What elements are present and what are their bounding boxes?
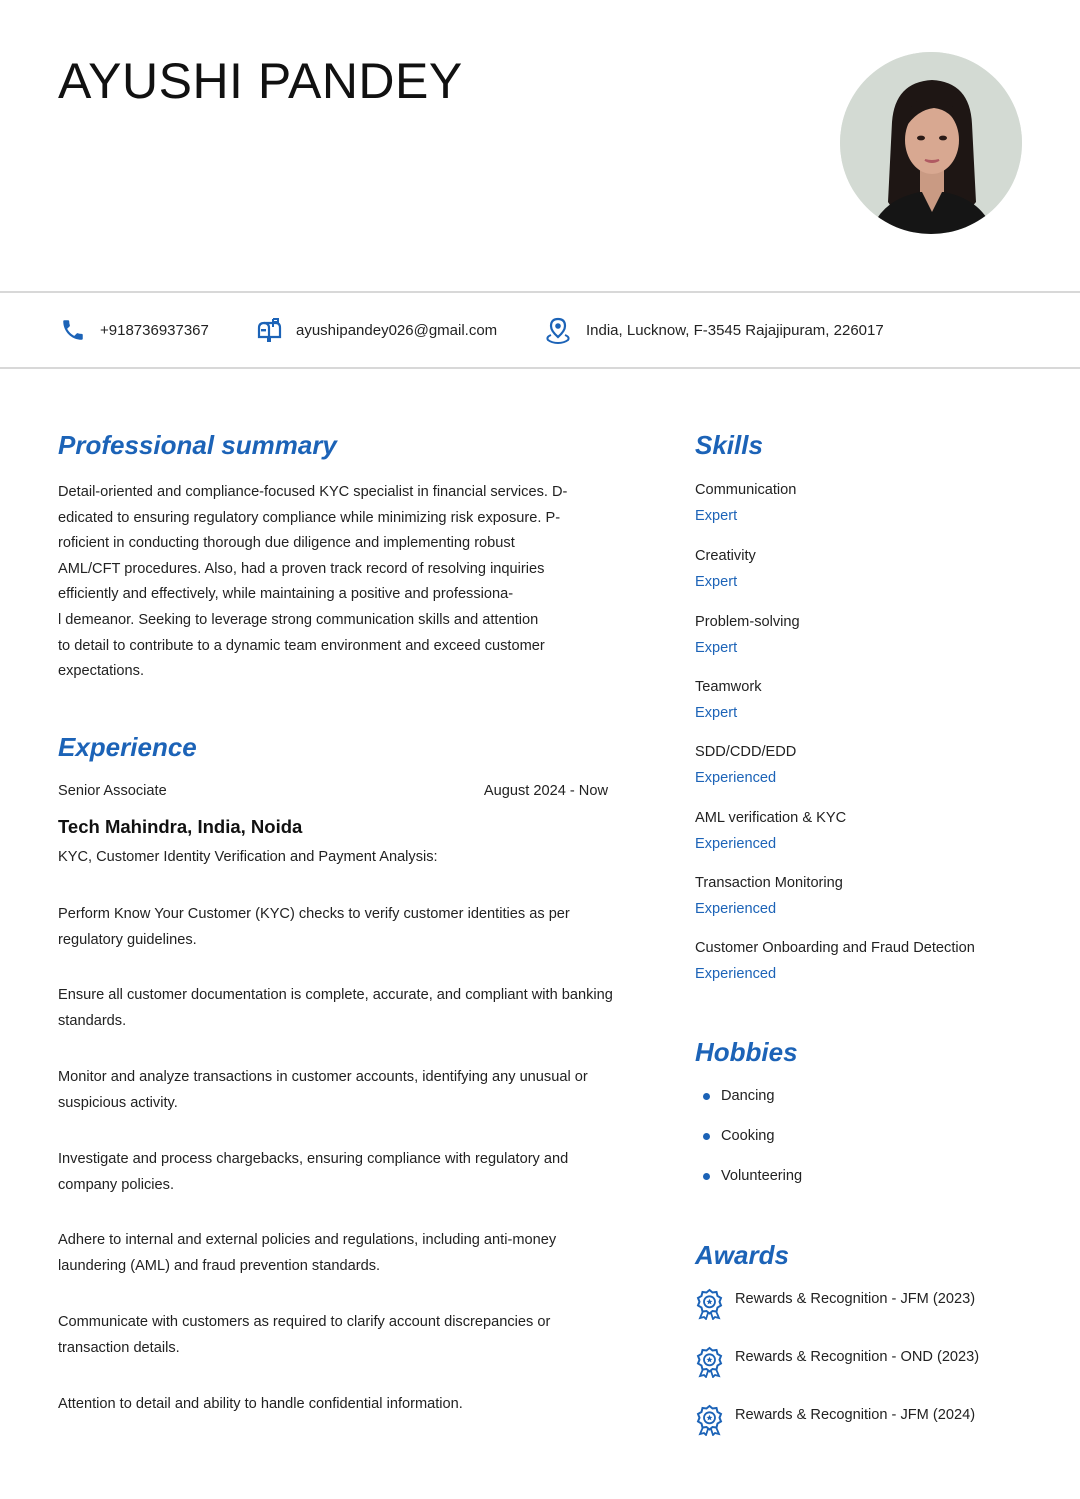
summary-line: AML/CFT procedures. Also, had a proven track record of resolving inquiries — [58, 560, 545, 577]
skill-level: Expert — [695, 508, 738, 524]
phone-text: +918736937367 — [100, 321, 209, 339]
summary-line: edicated to ensuring regulatory compliance while minimizing risk exposure. P- — [58, 509, 561, 526]
award-item — [695, 1407, 975, 1436]
hobbies-heading: Hobbies — [695, 1037, 798, 1067]
summary-line: roficient in conducting thorough due diligence and implementing robust — [58, 535, 515, 552]
skill-item — [695, 543, 1035, 595]
experience-heading: Experience — [58, 732, 197, 762]
bullet-icon — [703, 1173, 710, 1180]
summary-line: l demeanor. Seeking to leverage strong communication skills and attention — [58, 611, 539, 628]
job-dates: August 2024 - Now — [483, 783, 608, 799]
job-duty: Monitor and analyze transactions in customer accounts, identifying any unusual or suspicious activity. — [58, 1069, 588, 1111]
hobby-label: Dancing — [721, 1088, 775, 1104]
skill-item — [695, 870, 1035, 922]
skill-item — [695, 609, 1035, 661]
skill-name: Creativity — [695, 548, 756, 564]
hobby-item — [703, 1168, 802, 1184]
award-badge-icon — [695, 1404, 724, 1436]
contact-address — [544, 293, 884, 367]
awards-heading: Awards — [695, 1240, 789, 1270]
location-pin-icon — [544, 316, 572, 344]
contact-bar — [0, 291, 1080, 369]
summary-line: efficiently and effectively, while maintaining a positive and professiona- — [58, 586, 514, 603]
hobby-label: Cooking — [721, 1128, 775, 1144]
skill-name: Communication — [695, 482, 797, 498]
address-text: India, Lucknow, F-3545 Rajajipuram, 226017 — [586, 321, 884, 339]
job-duty: Ensure all customer documentation is complete, accurate, and compliant with banking standards. — [58, 987, 613, 1029]
skill-name: Transaction Monitoring — [695, 875, 843, 891]
bullet-icon — [703, 1133, 710, 1140]
hobby-label: Volunteering — [721, 1168, 803, 1184]
job-duty: Perform Know Your Customer (KYC) checks to verify customer identities as per regulatory guidelines. — [58, 906, 570, 948]
summary-line: expectations. — [58, 663, 144, 680]
hobby-item — [703, 1128, 775, 1144]
summary-line: Detail-oriented and compliance-focused KYC specialist in financial services. D- — [58, 484, 568, 500]
skill-item — [695, 739, 1035, 791]
job-duty: Communicate with customers as required to clarify account discrepancies or transaction details. — [58, 1314, 551, 1356]
mailbox-icon — [256, 317, 282, 343]
skill-level: Expert — [695, 705, 738, 721]
award-badge-icon — [695, 1288, 724, 1320]
summary-line: to detail to contribute to a dynamic team environment and exceed customer — [58, 637, 545, 654]
skill-level: Experienced — [695, 901, 777, 917]
award-item — [695, 1291, 975, 1320]
award-badge-icon — [695, 1346, 724, 1378]
skill-name: AML verification & KYC — [695, 810, 847, 826]
skill-name: Customer Onboarding and Fraud Detection — [695, 940, 975, 956]
summary-heading: Professional summary — [58, 430, 337, 460]
skill-item — [695, 477, 1035, 529]
hobby-item — [703, 1088, 775, 1104]
skill-name: Teamwork — [695, 679, 762, 695]
phone-icon — [60, 317, 86, 343]
contact-email[interactable] — [256, 293, 497, 367]
award-label: Rewards & Recognition - JFM (2023) — [735, 1291, 976, 1307]
job-intro: KYC, Customer Identity Verification and Payment Analysis: — [58, 849, 438, 865]
award-label: Rewards & Recognition - JFM (2024) — [735, 1407, 976, 1423]
award-label: Rewards & Recognition - OND (2023) — [735, 1349, 980, 1365]
email-text: ayushipandey026@gmail.com — [296, 321, 498, 339]
skill-name: SDD/CDD/EDD — [695, 744, 797, 760]
contact-phone[interactable] — [60, 293, 209, 367]
skill-level: Expert — [695, 574, 738, 590]
bullet-icon — [703, 1093, 710, 1100]
skills-heading: Skills — [695, 430, 763, 460]
skill-item — [695, 674, 1035, 726]
skill-name: Problem-solving — [695, 614, 800, 630]
skill-level: Experienced — [695, 836, 777, 852]
award-item — [695, 1349, 979, 1378]
candidate-name: AYUSHI PANDEY — [58, 53, 463, 109]
skill-level: Experienced — [695, 966, 777, 982]
skill-level: Expert — [695, 640, 738, 656]
summary-text — [58, 480, 614, 685]
job-title: Senior Associate — [58, 783, 167, 799]
skill-level: Experienced — [695, 770, 777, 786]
profile-photo-illustration — [840, 52, 1022, 234]
job-duty: Attention to detail and ability to handle confidential information. — [58, 1396, 463, 1412]
skill-item — [695, 935, 1035, 987]
company-name: Tech Mahindra, India, Noida — [58, 816, 303, 837]
job-duty: Investigate and process chargebacks, ensuring compliance with regulatory and company policies. — [58, 1151, 569, 1193]
skill-item — [695, 805, 1035, 857]
profile-photo — [840, 52, 1022, 234]
job-duty: Adhere to internal and external policies and regulations, including anti-money laundering (AML) and fraud prevention standards. — [58, 1232, 557, 1274]
